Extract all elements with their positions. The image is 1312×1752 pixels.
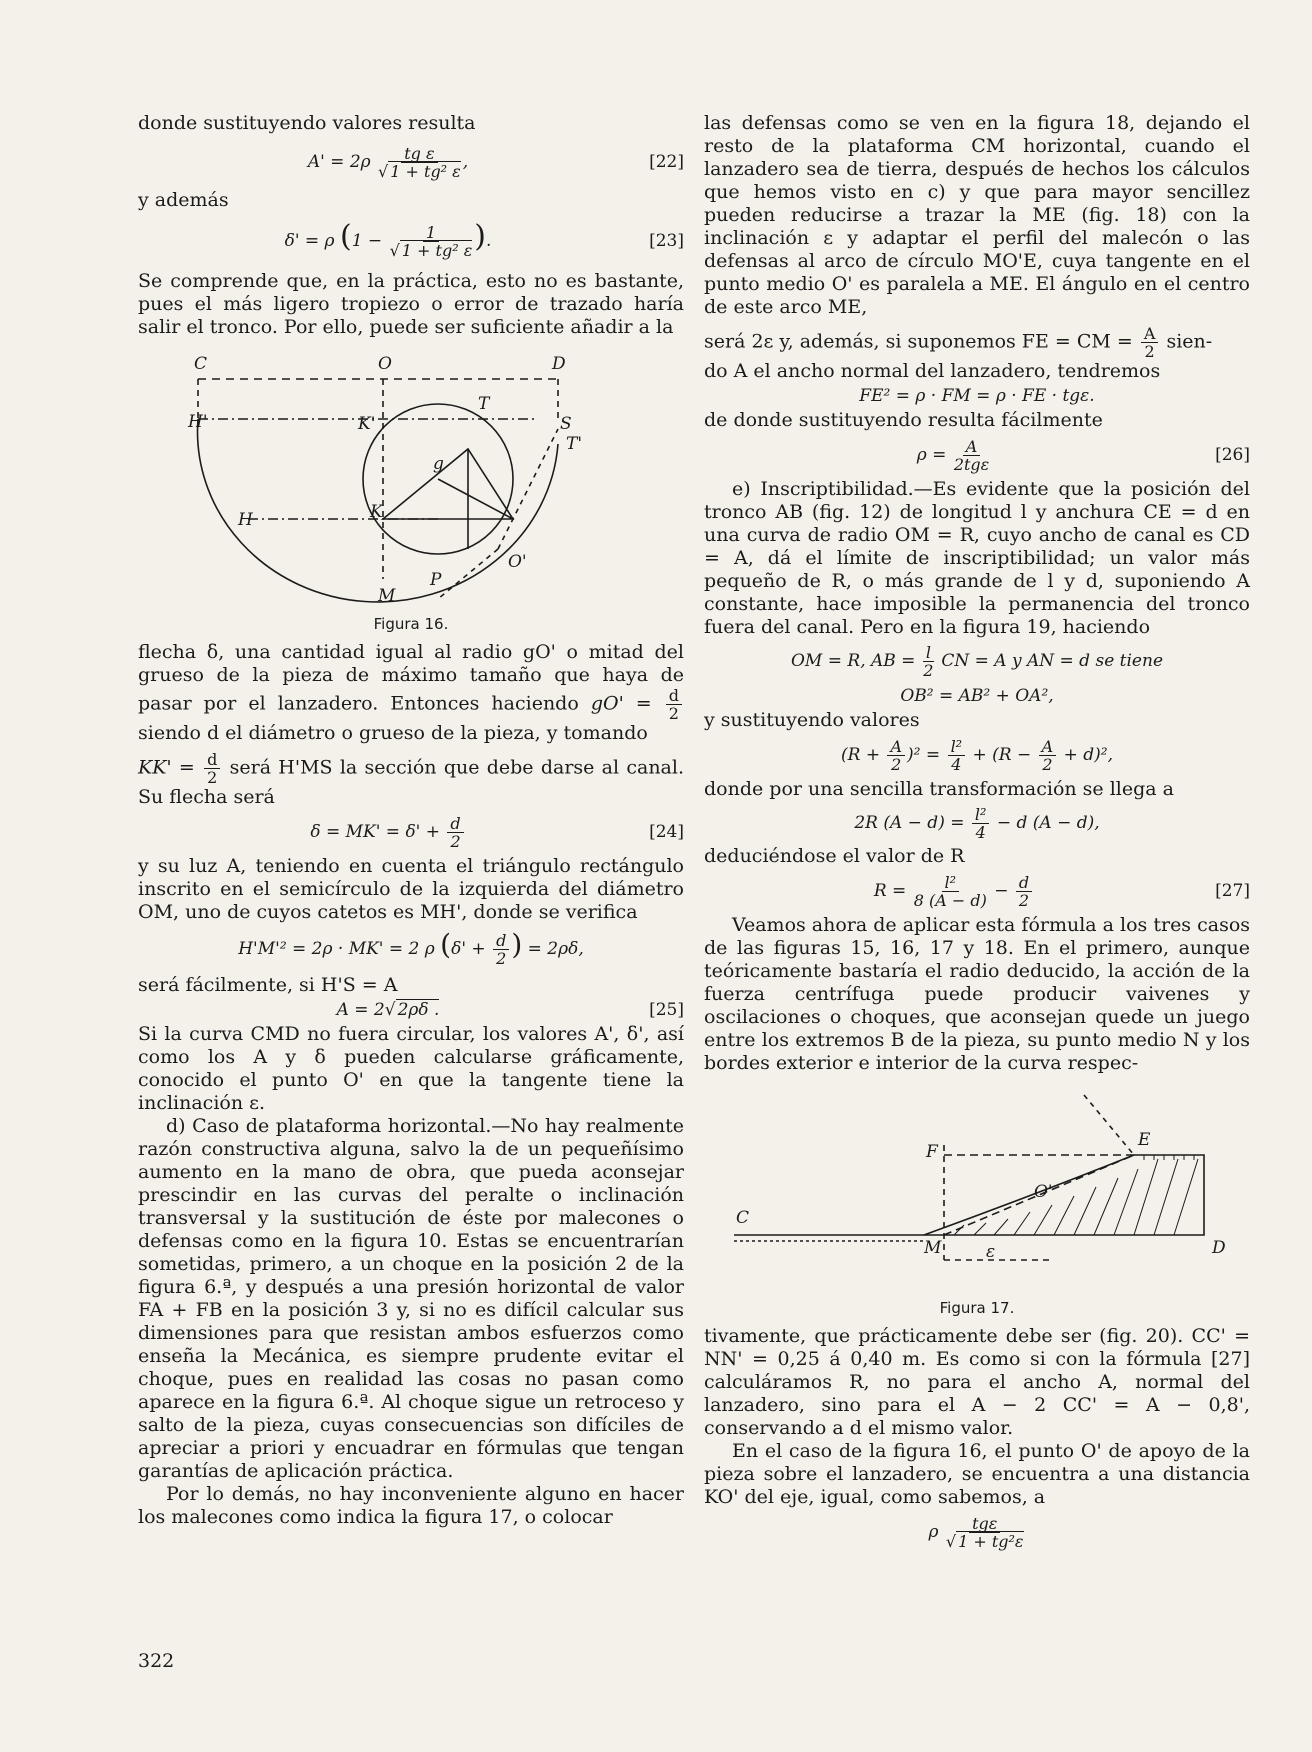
equation-hm: H'M'² = 2ρ · MK' = 2 ρ (δ' + $\frac{d}{2}$ ) = 2ρδ, bbox=[238, 927, 584, 968]
equation-fe: FE² = ρ · FM = ρ · FE · tgε. bbox=[859, 385, 1095, 406]
equation-number: [23] bbox=[649, 230, 684, 251]
equation-number: [22] bbox=[649, 151, 684, 172]
equation-sub: (R + $\frac{A}{2}$ )² = $\frac{\text{l²}}{4}$ + (R − $\frac{A}{2}$ + d)², bbox=[840, 736, 1113, 774]
equation-number: [26] bbox=[1215, 444, 1250, 465]
label-D: D bbox=[1212, 1238, 1226, 1258]
equation-transform: 2R (A − d) = $\frac{\text{l²}}{4}$ − d (A − d), bbox=[854, 804, 1100, 842]
paragraph: las defensas como se ven en la figura 18, dejando el resto de la plataforma CM horizontal, cuando el lanzadero sea de tierra, después de hechos los cálculos que hemos visto en c) y que para mayor sencillez pueden reducirse a trazar la ME (fig. 18) con la inclinación ε y adaptar el perfil del malecón o las defensas al arco de círculo MO'E, cuya tangente en el punto medio O' es paralela a ME. El ángulo en el centro de este arco ME, bbox=[704, 112, 1250, 318]
paragraph: Se comprende que, en la práctica, esto no es bastante, pues el más ligero tropiezo o error de trazado haría salir el tronco. Por ello, puede ser suficiente añadir a la bbox=[138, 270, 684, 338]
equation-27: R = $\frac{\text{l²}}{8 (A - d)}$ − $\frac{d}{2}$ [27] bbox=[873, 872, 1250, 910]
figure-16-drawing bbox=[138, 349, 684, 607]
figure-caption: Figura 16. bbox=[373, 615, 449, 633]
label-g: g bbox=[433, 454, 444, 474]
label-H: H bbox=[238, 510, 253, 530]
paragraph: y sustituyendo valores bbox=[704, 709, 920, 731]
equation-24: δ = MK' = δ' + $\frac{d}{2}$ [24] bbox=[310, 813, 684, 851]
label-K: K bbox=[370, 502, 383, 522]
label-M: M bbox=[924, 1238, 942, 1258]
label-T-prime: T' bbox=[566, 434, 583, 454]
paragraph: e) Inscriptibilidad.—Es evidente que la posición del tronco AB (fig. 12) de longitud l y anchura CE = d en una curva de radio OM = R, cuyo ancho de canal es CD = A, dá el límite de inscriptibilidad; un valor más pequeño de R, o más grande de l y d, suponiendo A constante, hace imposible la permanencia del tronco fuera del canal. Pero en la figura 19, haciendo bbox=[704, 478, 1250, 638]
equation-23: δ' = ρ (1 − $\frac{1}{\text{√ 1 + tg² ε}}$ ). [23] bbox=[284, 218, 684, 260]
equation-number: [25] bbox=[649, 999, 684, 1020]
equation-number: [27] bbox=[1215, 880, 1250, 901]
label-C: C bbox=[736, 1208, 750, 1228]
label-H-prime: H' bbox=[188, 412, 208, 432]
paragraph: do A el ancho normal del lanzadero, tendremos bbox=[704, 360, 1161, 382]
paragraph: Veamos ahora de aplicar esta fórmula a los tres casos de las figuras 15, 16, 17 y 18. En el primero, aunque teóricamente bastaría el radio deducido, la acción de la fuerza centrífuga puede producir vaivenes y oscilaciones o choques, que aconsejan quede un juego entre los extremos B de la pieza, su punto medio N y los bordes exterior e interior de la curva respec- bbox=[704, 914, 1251, 1074]
equation-26: ρ = $\frac{A}{\text{2tgε}}$ [26] bbox=[916, 436, 1250, 474]
paragraph: donde sustituyendo valores resulta bbox=[138, 112, 476, 134]
page-number: 322 bbox=[138, 1650, 175, 1672]
label-TF: T bbox=[478, 394, 490, 414]
paragraph: Por lo demás, no hay inconveniente alguno en hacer los malecones como indica la figura 17, o colocar bbox=[138, 1483, 684, 1528]
malecon-arc bbox=[924, 1155, 1134, 1235]
figure-caption: Figura 17. bbox=[939, 1299, 1015, 1317]
equation-last: ρ $\frac{\text{tgε}}{\text{√ 1 + tg²ε}}$ bbox=[928, 1513, 1024, 1551]
figure-17 bbox=[704, 1085, 1250, 1315]
paragraph: será fácilmente, si H'S = A bbox=[138, 974, 398, 996]
equation-om: OM = R, AB = $\frac{l}{2}$ CN = A y AN = d se tiene bbox=[791, 642, 1163, 680]
equation-ob: OB² = AB² + OA², bbox=[900, 685, 1054, 706]
paragraph: tivamente, que prácticamente debe ser (fig. 20). CC' = NN' = 0,25 á 0,40 m. Es como si con la fórmula [27] calculáramos R, no para el ancho A, normal del lanzadero, sino para el A − 2 CC' = A − 0,8', conservando a d el mismo valor. bbox=[704, 1325, 1250, 1439]
paragraph: d) Caso de plataforma horizontal.—No hay realmente razón constructiva alguna, salvo la de un pequeñísimo aumento en la mano de obra, que pueda aconsejar prescindir en las curvas del peralte o inclinación transversal y la sustitución de éste por malecones o defensas como en la figura 10. Estas se encuentrarían sometidas, primero, a un choque en la posición 2 de la figura 6.ª, y después a una presión horizontal de valor FA + FB en la posición 3 y, si no es difícil calcular sus dimensiones para que resistan ambos esfuerzos como enseña la Mecánica, es siempre prudente evitar el choque, pues en realidad las cosas no pasan como aparece en la figura 6.ª. Al choque sigue un retroceso y salto de la pieza, cuyas consecuencias son difíciles de apreciar a priori y encuadrar en fórmulas que tengan garantías de aplicación práctica. bbox=[138, 1115, 684, 1482]
paragraph: deduciéndose el valor de R bbox=[704, 845, 965, 867]
tangent-line bbox=[498, 429, 558, 549]
paragraph: será 2ε y, además, si suponemos FE = CM = $\frac{A}{2}$ sien- bbox=[704, 324, 1213, 361]
label-O-prime: O' bbox=[508, 552, 527, 572]
label-D: D bbox=[552, 354, 566, 374]
label-F: F bbox=[926, 1142, 938, 1162]
left-column bbox=[138, 112, 684, 1529]
label-epsilon: ε bbox=[986, 1242, 996, 1262]
label-E: E bbox=[1138, 1130, 1151, 1150]
label-O: O bbox=[378, 354, 392, 374]
figure-16 bbox=[138, 349, 684, 631]
paragraph: Si la curva CMD no fuera circular, los valores A', δ', así como los A y δ pueden calcularse gráficamente, conocido el punto O' en que la tangente tiene la inclinación ε. bbox=[138, 1023, 684, 1114]
label-C: C bbox=[194, 354, 208, 374]
paragraph: de donde sustituyendo resulta fácilmente bbox=[704, 409, 1103, 431]
equation-number: [24] bbox=[649, 821, 684, 842]
label-K-prime: K' bbox=[358, 414, 376, 434]
right-column bbox=[704, 112, 1250, 1555]
label-P: P bbox=[430, 570, 442, 590]
equation-22: A' = 2ρ $\frac{\text{tg ε}}{\text{√ 1 + tg² ε}}$ , [22] bbox=[307, 143, 684, 181]
paragraph: y además bbox=[138, 189, 229, 211]
label-S: S bbox=[560, 414, 572, 434]
paragraph: y su luz A, teniendo en cuenta el triángulo rectángulo inscrito en el semicírculo de la izquierda del diámetro OM, uno de cuyos catetos es MH', donde se verifica bbox=[138, 855, 684, 923]
paragraph: donde por una sencilla transformación se llega a bbox=[704, 778, 1174, 800]
paragraph: KK' = $\frac{d}{2}$ será H'MS la sección que debe darse al canal. Su flecha será bbox=[138, 750, 684, 808]
paragraph: En el caso de la figura 16, el punto O' de apoyo de la pieza sobre el lanzadero, se encuentra a una distancia KO' del eje, igual, como sabemos, a bbox=[704, 1440, 1250, 1508]
label-O-prime: O' bbox=[1034, 1182, 1053, 1202]
paragraph: flecha δ, una cantidad igual al radio gO' o mitad del grueso de la pieza de máximo tamaño que haya de pasar por el lanzadero. Entonces haciendo gO' = $\frac{d}{2}$ siendo d el diámetro o grueso de la pieza, y tomando bbox=[138, 641, 684, 744]
figure-17-drawing bbox=[704, 1085, 1250, 1291]
equation-25: A = 2√ 2ρδ . [25] bbox=[336, 999, 684, 1020]
label-M: M bbox=[378, 586, 396, 606]
